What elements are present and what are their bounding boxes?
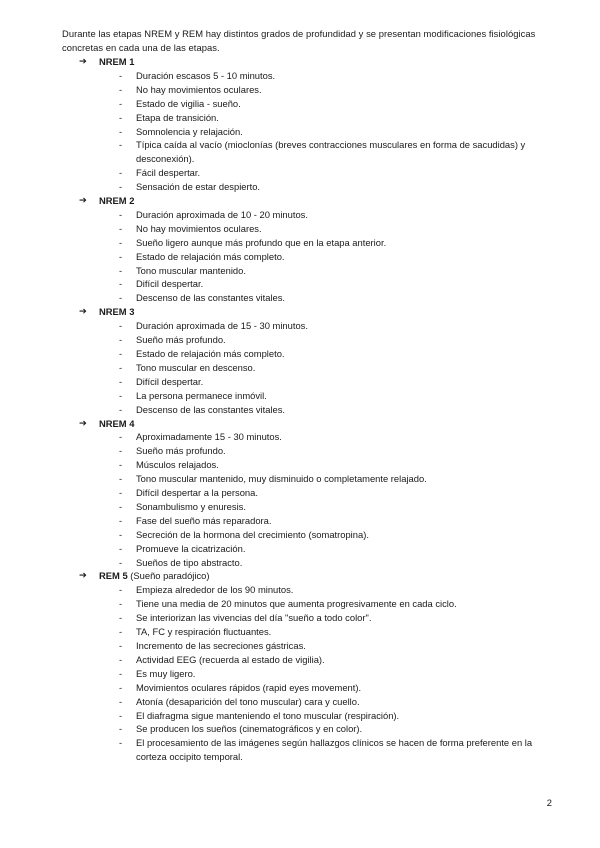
list-item-text: Se interiorizan las vivencias del día "sueño a todo color". (136, 612, 372, 624)
list-item-text: Aproximadamente 15 - 30 minutos. (136, 431, 282, 443)
dash-bullet: - (119, 125, 123, 137)
list-item-text: Descenso de las constantes vitales. (136, 403, 286, 415)
list-item-text: Sueño ligero aunque más profundo que en la etapa anterior. (136, 236, 387, 248)
dash-bullet: - (119, 334, 123, 346)
list-item (0, 458, 600, 472)
dash-bullet: - (119, 612, 123, 624)
list-item (0, 333, 600, 347)
list-item-text: Duración aproximada de 10 - 20 minutos. (136, 208, 308, 220)
list-item (0, 83, 600, 97)
dash-bullet: - (119, 667, 123, 679)
list-item (0, 736, 600, 764)
list-item-text: Tono muscular en descenso. (136, 361, 256, 373)
list-item (0, 472, 600, 486)
dash-bullet: - (119, 236, 123, 248)
list-item (0, 514, 600, 528)
dash-bullet: - (119, 639, 123, 651)
dash-bullet: - (119, 737, 123, 749)
list-item (0, 138, 600, 166)
stage-heading (0, 55, 600, 69)
list-item (0, 667, 600, 681)
dash-bullet: - (119, 167, 123, 179)
list-item-text: Movimientos oculares rápidos (rapid eyes movement). (136, 681, 362, 693)
list-item (0, 528, 600, 542)
list-item-text: Somnolencia y relajación. (136, 125, 243, 137)
dash-bullet: - (119, 431, 123, 443)
stage-items (0, 583, 600, 764)
list-item (0, 361, 600, 375)
intro-paragraph: Durante las etapas NREM y REM hay distintos grados de profundidad y se presentan modificaciones fisiológicas concretas en cada una de las etapas. (62, 28, 536, 53)
stage-section-rem-5 (0, 569, 600, 764)
list-item (0, 69, 600, 83)
dash-bullet: - (119, 69, 123, 81)
arrow-right-icon: ➔ (79, 56, 87, 67)
dash-bullet: - (119, 97, 123, 109)
stage-section-nrem-4 (0, 417, 600, 570)
stage-section-nrem-2 (0, 194, 600, 305)
dash-bullet: - (119, 445, 123, 457)
list-item-text: Duración aproximada de 15 - 30 minutos. (136, 320, 308, 332)
dash-bullet: - (119, 278, 123, 290)
dash-bullet: - (119, 403, 123, 415)
dash-bullet: - (119, 361, 123, 373)
list-item-text: Promueve la cicatrización. (136, 542, 246, 554)
list-item (0, 236, 600, 250)
stage-items (0, 319, 600, 416)
list-item (0, 111, 600, 125)
dash-bullet: - (119, 709, 123, 721)
list-item-text: Actividad EEG (recuerda al estado de vigilia). (136, 653, 325, 665)
list-item (0, 277, 600, 291)
list-item-text: Músculos relajados. (136, 459, 219, 471)
dash-bullet: - (119, 320, 123, 332)
stage-title: NREM 4 (99, 417, 135, 429)
list-item-text: Fase del sueño más reparadora. (136, 514, 272, 526)
list-item (0, 639, 600, 653)
dash-bullet: - (119, 250, 123, 262)
arrow-right-icon: ➔ (79, 195, 87, 207)
stage-items (0, 208, 600, 305)
dash-bullet: - (119, 514, 123, 526)
list-item-text: Fácil despertar. (136, 167, 201, 179)
list-item-text: Tiene una media de 20 minutos que aumenta progresivamente en cada ciclo. (136, 598, 457, 610)
stage-section-nrem-1 (0, 55, 600, 194)
list-item-text: Estado de relajación más completo. (136, 347, 285, 359)
list-item-text: La persona permanece inmóvil. (136, 389, 267, 401)
list-item (0, 97, 600, 111)
list-item-text: No hay movimientos oculares. (136, 222, 262, 234)
list-item (0, 500, 600, 514)
list-item-text: Tono muscular mantenido, muy disminuido o completamente relajado. (136, 473, 427, 485)
list-item (0, 709, 600, 723)
list-item (0, 556, 600, 570)
list-item (0, 403, 600, 417)
list-item (0, 653, 600, 667)
list-item-text: Es muy ligero. (136, 667, 196, 679)
stage-title: NREM 2 (99, 195, 135, 207)
page-number: 2 (546, 797, 552, 808)
stage-title: NREM 1 (99, 56, 135, 67)
stage-title: REM 5 (99, 570, 128, 582)
dash-bullet: - (119, 264, 123, 276)
dash-bullet: - (119, 653, 123, 665)
stage-heading (0, 305, 600, 319)
list-item (0, 444, 600, 458)
list-item (0, 264, 600, 278)
list-item (0, 486, 600, 500)
stage-heading (0, 569, 600, 583)
list-item (0, 625, 600, 639)
arrow-right-icon: ➔ (79, 570, 87, 582)
stage-items (0, 430, 600, 569)
dash-bullet: - (119, 473, 123, 485)
dash-bullet: - (119, 347, 123, 359)
dash-bullet: - (119, 695, 123, 707)
list-item-text: El diafragma sigue manteniendo el tono muscular (respiración). (136, 709, 400, 721)
list-item-text: Incremento de las secreciones gástricas. (136, 639, 306, 651)
dash-bullet: - (119, 487, 123, 499)
dash-bullet: - (119, 626, 123, 638)
list-item-text: El procesamiento de las imágenes según hallazgos clínicos se hacen de forma preferente en la corteza occipito temporal. (136, 737, 533, 763)
stage-heading (0, 194, 600, 208)
list-item (0, 180, 600, 194)
dash-bullet: - (119, 459, 123, 471)
list-item-text: Difícil despertar. (136, 278, 204, 290)
list-item-text: Tono muscular mantenido. (136, 264, 246, 276)
dash-bullet: - (119, 292, 123, 304)
list-item (0, 681, 600, 695)
dash-bullet: - (119, 584, 123, 596)
sleep-stages-list (0, 55, 600, 764)
list-item-text: Descenso de las constantes vitales. (136, 292, 286, 304)
list-item (0, 166, 600, 180)
list-item (0, 125, 600, 139)
list-item (0, 430, 600, 444)
dash-bullet: - (119, 375, 123, 387)
dash-bullet: - (119, 389, 123, 401)
dash-bullet: - (119, 500, 123, 512)
stage-title: NREM 3 (99, 306, 135, 318)
list-item (0, 611, 600, 625)
dash-bullet: - (119, 139, 123, 151)
list-item (0, 347, 600, 361)
list-item-text: Típica caída al vacío (mioclonías (breves contracciones musculares en forma de sacudidas) y desconexión). (136, 139, 526, 165)
list-item-text: Estado de relajación más completo. (136, 250, 285, 262)
list-item (0, 695, 600, 709)
stage-section-nrem-3 (0, 305, 600, 416)
list-item (0, 291, 600, 305)
stage-subtitle: (Sueño paradójico) (127, 570, 210, 582)
dash-bullet: - (119, 542, 123, 554)
dash-bullet: - (119, 111, 123, 123)
list-item (0, 250, 600, 264)
list-item-text: Sueño más profundo. (136, 445, 226, 457)
list-item-text: Atonía (desaparición del tono muscular) cara y cuello. (136, 695, 360, 707)
list-item-text: Difícil despertar. (136, 375, 204, 387)
dash-bullet: - (119, 598, 123, 610)
dash-bullet: - (119, 528, 123, 540)
list-item-text: Sueño más profundo. (136, 334, 226, 346)
stage-heading (0, 417, 600, 431)
dash-bullet: - (119, 681, 123, 693)
arrow-right-icon: ➔ (79, 306, 87, 318)
list-item (0, 208, 600, 222)
list-item-text: Secreción de la hormona del crecimiento (somatropina). (136, 528, 369, 540)
dash-bullet: - (119, 181, 123, 193)
list-item (0, 542, 600, 556)
list-item (0, 389, 600, 403)
dash-bullet: - (119, 208, 123, 220)
arrow-right-icon: ➔ (79, 417, 87, 429)
list-item (0, 222, 600, 236)
list-item (0, 597, 600, 611)
list-item-text: Empieza alrededor de los 90 minutos. (136, 584, 294, 596)
dash-bullet: - (119, 556, 123, 568)
list-item-text: Duración escasos 5 - 10 minutos. (136, 69, 276, 81)
dash-bullet: - (119, 83, 123, 95)
list-item-text: Sueños de tipo abstracto. (136, 556, 243, 568)
list-item-text: Difícil despertar a la persona. (136, 487, 258, 499)
dash-bullet: - (119, 222, 123, 234)
list-item-text: Estado de vigilia - sueño. (136, 97, 241, 109)
list-item-text: Se producen los sueños (cinematográficos y en color). (136, 723, 363, 735)
list-item (0, 375, 600, 389)
list-item-text: Etapa de transición. (136, 111, 219, 123)
list-item (0, 722, 600, 736)
stage-items (0, 69, 600, 194)
list-item-text: Sensación de estar despierto. (136, 181, 261, 193)
list-item-text: TA, FC y respiración fluctuantes. (136, 626, 272, 638)
list-item-text: Sonambulismo y enuresis. (136, 500, 246, 512)
dash-bullet: - (119, 723, 123, 735)
list-item-text: No hay movimientos oculares. (136, 83, 262, 95)
list-item (0, 583, 600, 597)
list-item (0, 319, 600, 333)
